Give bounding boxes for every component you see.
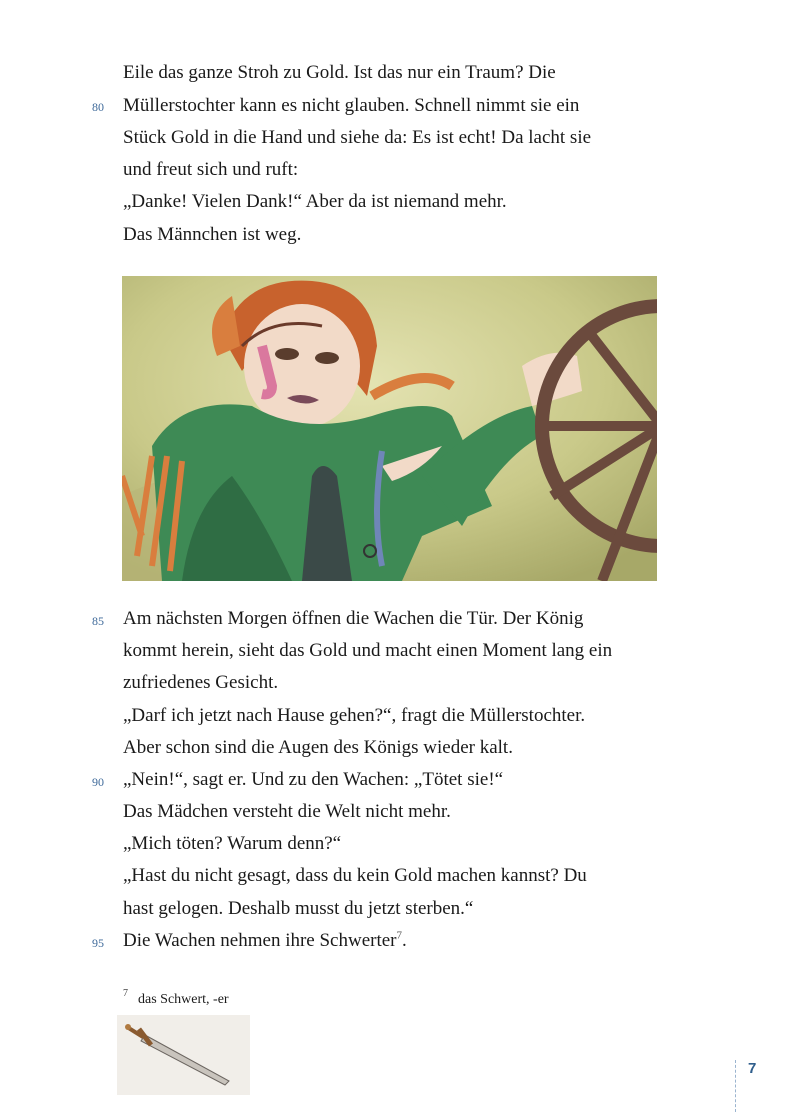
text-line: „Hast du nicht gesagt, dass du kein Gold machen kannst? Du xyxy=(123,865,587,886)
girl-with-spinning-wheel-illustration xyxy=(122,276,657,581)
sentence-period: . xyxy=(402,930,407,951)
text-line: „Mich töten? Warum denn?“ xyxy=(123,833,342,854)
text-line: „Danke! Vielen Dank!“ Aber da ist niemand mehr. xyxy=(123,191,507,212)
text-line: hast gelogen. Deshalb musst du jetzt sterben.“ xyxy=(123,898,474,919)
page-margin-rule xyxy=(735,1060,736,1112)
footnote-text: das Schwert, -er xyxy=(138,992,229,1007)
footnote-number: 7 xyxy=(123,988,128,999)
line-number: 95 xyxy=(92,936,104,950)
text-line: „Darf ich jetzt nach Hause gehen?“, fragt die Müllerstochter. xyxy=(123,705,586,726)
line-number: 85 xyxy=(92,614,104,628)
line-number: 90 xyxy=(92,775,104,789)
page-number: 7 xyxy=(748,1060,757,1077)
text-line: Aber schon sind die Augen des Königs wieder kalt. xyxy=(123,737,513,758)
sword-icon xyxy=(117,1015,250,1095)
text-line: Eile das ganze Stroh zu Gold. Ist das nur ein Traum? Die xyxy=(123,62,556,83)
text-line: und freut sich und ruft: xyxy=(123,159,299,180)
text-line: Das Mädchen versteht die Welt nicht mehr. xyxy=(123,801,451,822)
text-line xyxy=(123,929,407,953)
text-line: Das Männchen ist weg. xyxy=(123,224,302,245)
footnote-reference[interactable]: 7 xyxy=(396,929,403,942)
text-line: zufriedenes Gesicht. xyxy=(123,672,279,693)
text-line-content: Die Wachen nehmen ihre Schwerter xyxy=(123,930,397,951)
text-line: „Nein!“, sagt er. Und zu den Wachen: „Tötet sie!“ xyxy=(123,769,504,790)
text-line: Müllerstochter kann es nicht glauben. Schnell nimmt sie ein xyxy=(123,95,580,116)
text-line: Stück Gold in die Hand und siehe da: Es ist echt! Da lacht sie xyxy=(123,127,592,148)
footnote-image xyxy=(117,1015,250,1095)
text-line: kommt herein, sieht das Gold und macht einen Moment lang ein xyxy=(123,640,613,661)
text-line: Am nächsten Morgen öffnen die Wachen die Tür. Der König xyxy=(123,608,584,629)
line-number: 80 xyxy=(92,100,104,114)
